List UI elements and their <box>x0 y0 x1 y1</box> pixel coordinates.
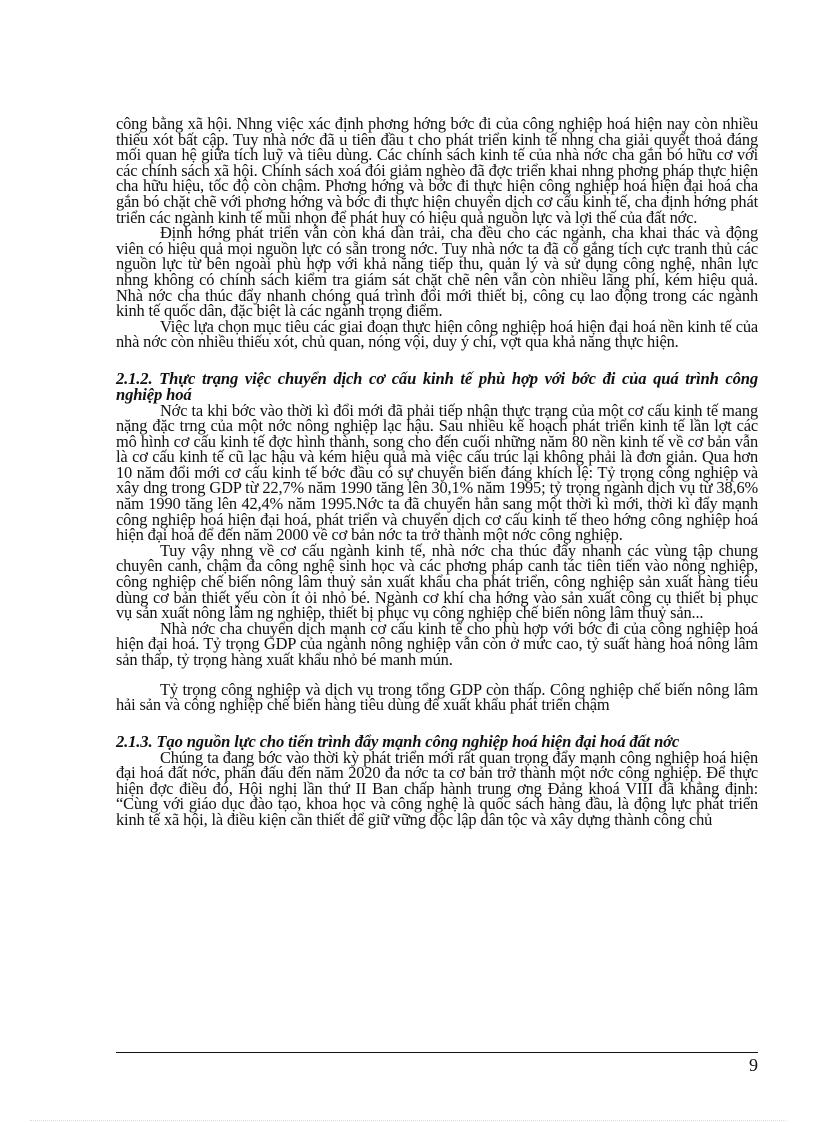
page-edge-divider <box>30 1120 786 1121</box>
paragraph: Chúng ta đang bớc vào thời kỳ phát triển mới rất quan trọng đẩy mạnh công nghiệp hoá hiện đại hoá đất nớc, phấn đấu đến năm 2020 đa nớc ta cơ bản trở thành một nớc công nghiệp. Để thực hiện đợc điều đó, Hội nghị lần thứ II Ban chấp hành trung ơng Đảng khoá VIII đã khẳng định: “Cùng với giáo dục đào tạo, khoa học và công nghệ là quốc sách hàng đầu, là động lực phát triển kinh tế xã hội, là điều kiện cần thiết để giữ vững độc lập dân tộc và xây dựng thành công chủ <box>116 747 758 829</box>
paragraph: Việc lựa chọn mục tiêu các giai đoạn thực hiện công nghiệp hoá hiện đại hoá nền kinh tế của nhà nớc còn nhiều thiếu xót, chủ quan, nóng vội, duy ý chí, vợt qua khả năng thực hiện. <box>116 316 758 352</box>
section-heading-2-1-3: 2.1.3. Tạo nguồn lực cho tiến trình đẩy mạnh công nghiệp hoá hiện đại hoá đất nớc <box>116 731 680 751</box>
paragraph: Tuy vậy nhng về cơ cấu ngành kinh tế, nhà nớc cha thúc đẩy nhanh các vùng tập chung chuyên canh, chậm đa công nghệ sinh học và các phơng pháp canh tác tiên tiến vào nông nghiệp, công nghiệp chế biến nông lâm thuỷ sản xuất khẩu cha phát triển, công nghiệp sản xuất hàng tiêu dùng cơ bản thiết yếu còn ít ỏi nhỏ bé. Ngành cơ khí cha hớng vào sản xuất công cụ thiết bị phục vụ sản xuất nông lâm ng nghiệp, thiết bị phục vụ công nghiệp chế biến nông lâm thuỷ sản... <box>116 540 758 623</box>
paragraph: công bằng xã hội. Nhng việc xác định phơng hớng bớc đi của công nghiệp hoá hiện nay còn nhiều thiếu xót bất cập. Tuy nhà nớc đã u tiên đầu t cho phát triển kinh tế nhng cha giải quyết thoả đáng mối quan hệ giữa tích luỹ và tiêu dùng. Các chính sách kinh tế của nhà nớc cha gắn bó hữu cơ với các chính sách xã hội. Chính sách xoá đói giảm nghèo đã đợc triển khai nhng phơng pháp thực hiện cha hữu hiệu, tốc độ còn chậm. Phơng hớng và bớc đi thực hiện công nghiệp hoá hiện đại hoá cha gắn bó chặt chẽ với phơng hớng và bớc đi thực hiện chuyển dịch cơ cấu kinh tế, cha định hớng phát triển các ngành kinh tế mũi nhọn để phát huy có hiệu quả nguồn lực và lợi thế của đất nớc. <box>116 114 758 227</box>
page-number: 9 <box>749 1055 758 1075</box>
spacer <box>116 713 758 734</box>
page-body <box>116 116 758 828</box>
footer-rule <box>116 1052 758 1053</box>
paragraph: Nớc ta khi bớc vào thời kì đổi mới đã phải tiếp nhận thực trạng của một cơ cấu kinh tế mang nặng đặc trng của một nớc nông nghiệp lạc hậu. Sau nhiều kế hoạch phát triển kinh tế lần lợt các mô hình cơ cấu kinh tế đợc hình thành, song cho đến cuối những năm 80 nền kinh tế về cơ bản vẫn là cơ cấu kinh tế cũ lạc hậu và kém hiệu quả mà việc cấu trúc lại không phải là đơn giản. Qua hơn 10 năm đổi mới cơ cấu kinh tế bớc đầu có sự chuyển biến đáng khích lệ: Tỷ trọng công nghiệp và xây dng trong GDP từ 22,7% năm 1990 tăng lên 30,1% năm 1995; tỷ trọng ngành dịch vụ từ 38,6% năm 1990 tăng lên 42,4% năm 1995.Nớc ta đã chuyển hẳn sang một thời kì mới, thời kì đẩy mạnh công nghiệp hoá hiện đại hoá, phát triển và chuyển dịch cơ cấu kinh tế theo hớng công nghiệp hoá hiện đại hoá để đến năm 2000 về cơ bản nớc ta trở thành một nớc công nghiệp. <box>116 400 758 545</box>
paragraph: Nhà nớc cha chuyển dịch mạnh cơ cấu kinh tế cho phù hợp với bớc đi của công nghiệp hoá hiện đại hoá. Tỷ trọng GDP của ngành nông nghiệp vẫn còn ở mức cao, tỷ suất hàng hoá nông lâm sản thấp, tỷ trọng hàng xuất khẩu nhỏ bé manh mún. <box>116 618 758 669</box>
section-heading-2-1-2: 2.1.2. Thực trạng việc chuyển dịch cơ cấu kinh tế phù hợp với bớc đi của quá trình công nghiệp hoá <box>116 368 758 404</box>
paragraph: Định hớng phát triển vẫn còn khá dàn trải, cha đều cho các ngành, cha khai thác và động viên có hiệu quả mọi nguồn lực có sẵn trong nớc. Tuy nhà nớc ta đã cố gắng tích cực tranh thủ các nguồn lực từ bên ngoài phù hợp với khả năng tiếp thu, quản lý và sử dụng công nghệ, nhân lực nhng không có chính sách kiểm tra giám sát chặt chẽ nên vẫn còn nhiều lãng phí, kém hiệu quả. Nhà nớc cha thúc đẩy nhanh chóng quá trình đổi mới thiết bị, công cụ lao động trong các ngành kinh tế quốc dân, đặc biệt là các ngành trọng điểm. <box>116 223 758 321</box>
spacer <box>116 350 758 371</box>
paragraph: Tỷ trọng công nghiệp và dịch vụ trong tổng GDP còn thấp. Công nghiệp chế biến nông lâm hải sản và công nghiệp chế biến hàng tiêu dùng để xuất khẩu phát triển chậm <box>116 679 758 715</box>
